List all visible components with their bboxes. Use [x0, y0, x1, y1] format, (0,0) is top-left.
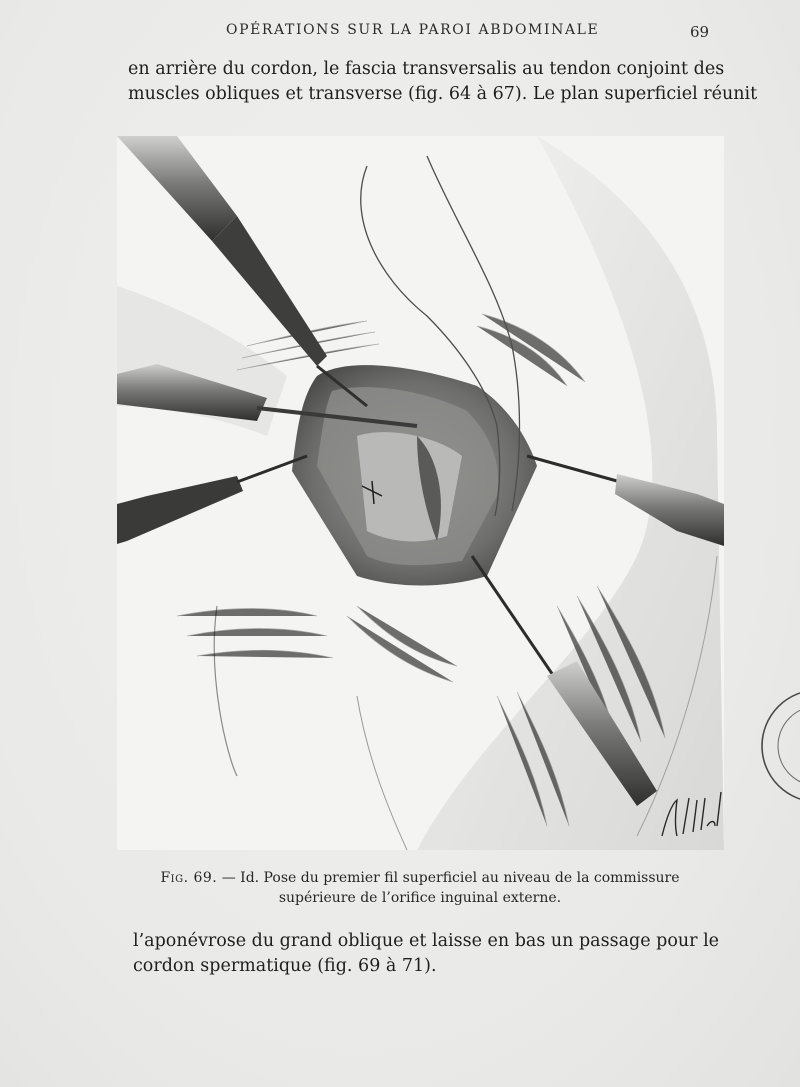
caption-line-1: — Id. Pose du premier fil superficiel au niveau de la commissure: [221, 870, 680, 886]
text-line: muscles obliques et transverse (fig. 64 à 67). Le plan superficiel réunit: [128, 84, 758, 104]
figure-caption: [140, 868, 700, 908]
library-stamp: [758, 676, 800, 816]
running-title: OPÉRATIONS SUR LA PAROI ABDOMINALE: [226, 22, 600, 38]
text-line: l’aponévrose du grand oblique et laisse en bas un passage pour le: [133, 931, 720, 951]
text-line: en arrière du cordon, le fascia transversalis au tendon conjoint des: [128, 59, 725, 79]
top-paragraph: [128, 57, 758, 107]
running-head: [0, 22, 800, 44]
page-number: 69: [690, 23, 710, 41]
text-line: cordon spermatique (fig. 69 à 71).: [133, 956, 437, 976]
caption-line-2: supérieure de l’orifice inguinal externe.: [278, 890, 562, 906]
surgical-illustration: [117, 136, 724, 850]
bottom-paragraph: [133, 929, 720, 979]
caption-label: Fig. 69.: [160, 870, 218, 886]
